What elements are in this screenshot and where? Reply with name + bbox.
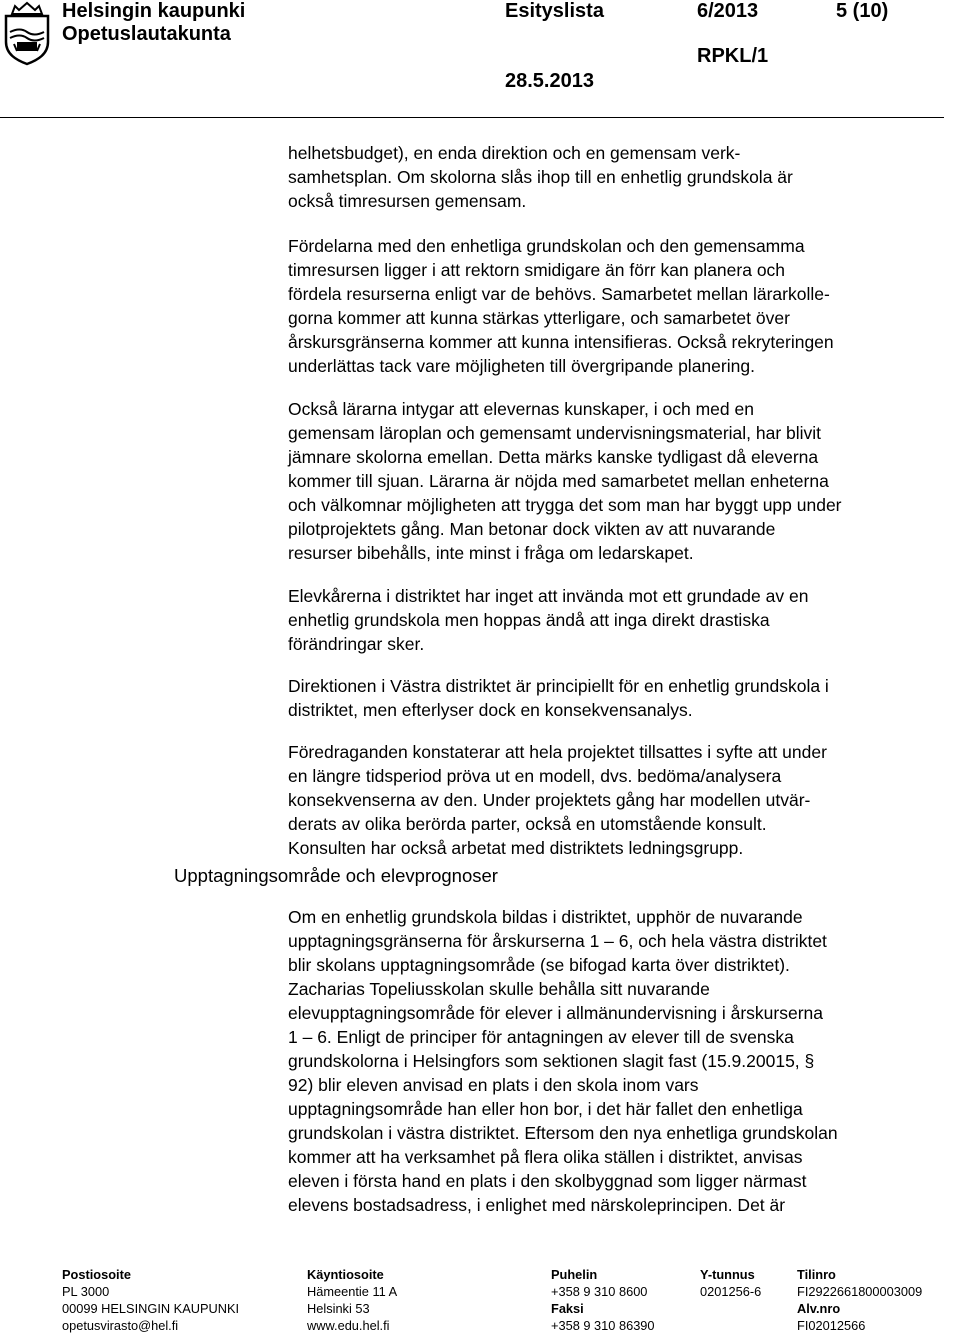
footer-email: opetusvirasto@hel.fi <box>62 1318 179 1333</box>
footer-line: Helsinki 53 <box>307 1301 370 1316</box>
footer-heading: Puhelin <box>551 1267 598 1282</box>
section-heading: Upptagningsområde och elevprognoser <box>174 865 498 886</box>
footer-line: 00099 HELSINGIN KAUPUNKI <box>62 1301 240 1316</box>
page-number: 5 (10) <box>836 0 889 22</box>
body-paragraph: Elevkårerna i distriktet har inget att invända mot ett grundade av en enhetlig grundskola men hoppas ändå att inga direkt drastiska förändringar sker. <box>288 586 809 654</box>
footer-heading: Y-tunnus <box>700 1267 755 1282</box>
footer-heading: Alv.nro <box>797 1301 841 1316</box>
footer-account <box>797 1266 922 1334</box>
body-paragraph: Direktionen i Västra distriktet är principiellt för en enhetlig grundskola i distriktet, men efterlyser dock en konsekvensanalys. <box>288 676 829 720</box>
helsinki-coat-of-arms-logo <box>0 0 54 66</box>
body-paragraph: Föredraganden konstaterar att hela projektet tillsattes i syfte att under en längre tidsperiod pröva ut en modell, dvs. bedöma/analysera konsekvenserna av den. Under projektets gång har modellen utvär- derats av olika berörda parter, också en utomstående konsult. Konsulten har också arbetat med distriktets ledningsgrupp. <box>288 742 827 858</box>
header-divider <box>0 117 944 118</box>
footer-heading: Postiosoite <box>62 1267 131 1282</box>
footer-line: FI2922661800003009 <box>797 1284 923 1299</box>
document-title: Esityslista <box>505 0 604 22</box>
footer-visiting-address <box>307 1266 397 1334</box>
body-paragraph: Fördelarna med den enhetliga grundskolan och den gemensamma timresursen ligger i att rektorn smidigare än förr kan planera och fördela resurserna enligt var de behövs. Samarbetet mellan lärarkolle- gorna kommer att kunna stärkas ytterligare, och samarbetet över årskursgränserna kommer att kunna intensifieras. Också rekryteringen underlättas tack vare möjligheten till övergripande planering. <box>288 236 834 376</box>
footer-postal-address <box>62 1266 239 1334</box>
body-paragraph: Också lärarna intygar att elevernas kunskaper, i och med en gemensam läroplan och gemensamt undervisningsmaterial, har blivit jämnare skolorna emellan. Detta märks kanske tydligast då eleverna kommer till sjuan. Lärarna är nöjda med samarbetet mellan enheterna och välkomnar möjligheten att trygga det som man har byggt upp under pilotprojektets gång. Man betonar dock vikten av att nuvarande resurser bibehålls, inte minst i fråga om ledarskapet. <box>288 399 842 563</box>
footer-line: FI02012566 <box>797 1318 866 1333</box>
meeting-date: 28.5.2013 <box>505 70 594 92</box>
footer-heading: Käyntiosoite <box>307 1267 384 1282</box>
footer-line: 0201256-6 <box>700 1284 762 1299</box>
footer-heading: Faksi <box>551 1301 584 1316</box>
main-body-text <box>288 141 948 860</box>
document-number: 6/2013 <box>697 0 759 22</box>
section-body <box>288 905 948 1217</box>
organization-name: Helsingin kaupunki <box>62 0 246 22</box>
footer-website: www.edu.hel.fi <box>307 1318 390 1333</box>
footer-heading: Tilinro <box>797 1267 836 1282</box>
footer-line: +358 9 310 8600 <box>551 1284 648 1299</box>
section-paragraph: Om en enhetlig grundskola bildas i distriktet, upphör de nuvarande upptagningsgränserna för årskurserna 1 – 6, och hela västra distriktet blir skolans upptagningsområde (se bifogad karta över distriktet). Zacharias Topeliusskolan skulle behålla sitt nuvarande elevupptagningsområde för elever i allmänundervisning i årskurserna 1 – 6. Enligt de principer för antagningen av elever till de svenska grundskolorna i Helsingfors som sektionen slagit fast (15.9.20015, § 92) blir eleven anvisad en plats i den skola inom vars upptagningsområde han eller hon bor, i det här fallet den enhetliga grundskolan i västra distriktet. Eftersom den nya enhetliga grundskolan kommer att ha verksamhet på flera olika ställen i distriktet, anvisas eleven i första hand en plats i den skolbyggnad som ligger närmast elevens bostadsadress, i enlighet med närskoleprincipen. Det är <box>288 907 838 1215</box>
footer-line: Hämeentie 11 A <box>307 1284 398 1299</box>
department-name: Opetuslautakunta <box>62 23 231 45</box>
footer-line: +358 9 310 86390 <box>551 1318 655 1333</box>
footer-line: PL 3000 <box>62 1284 110 1299</box>
body-paragraph: helhetsbudget), en enda direktion och en gemensam verk- samhetsplan. Om skolorna slås ihop till en enhetlig grundskola är också timresursen gemensam. <box>288 143 793 211</box>
document-code: RPKL/1 <box>697 45 769 67</box>
footer-business-id <box>700 1266 761 1300</box>
footer-phone <box>551 1266 655 1334</box>
